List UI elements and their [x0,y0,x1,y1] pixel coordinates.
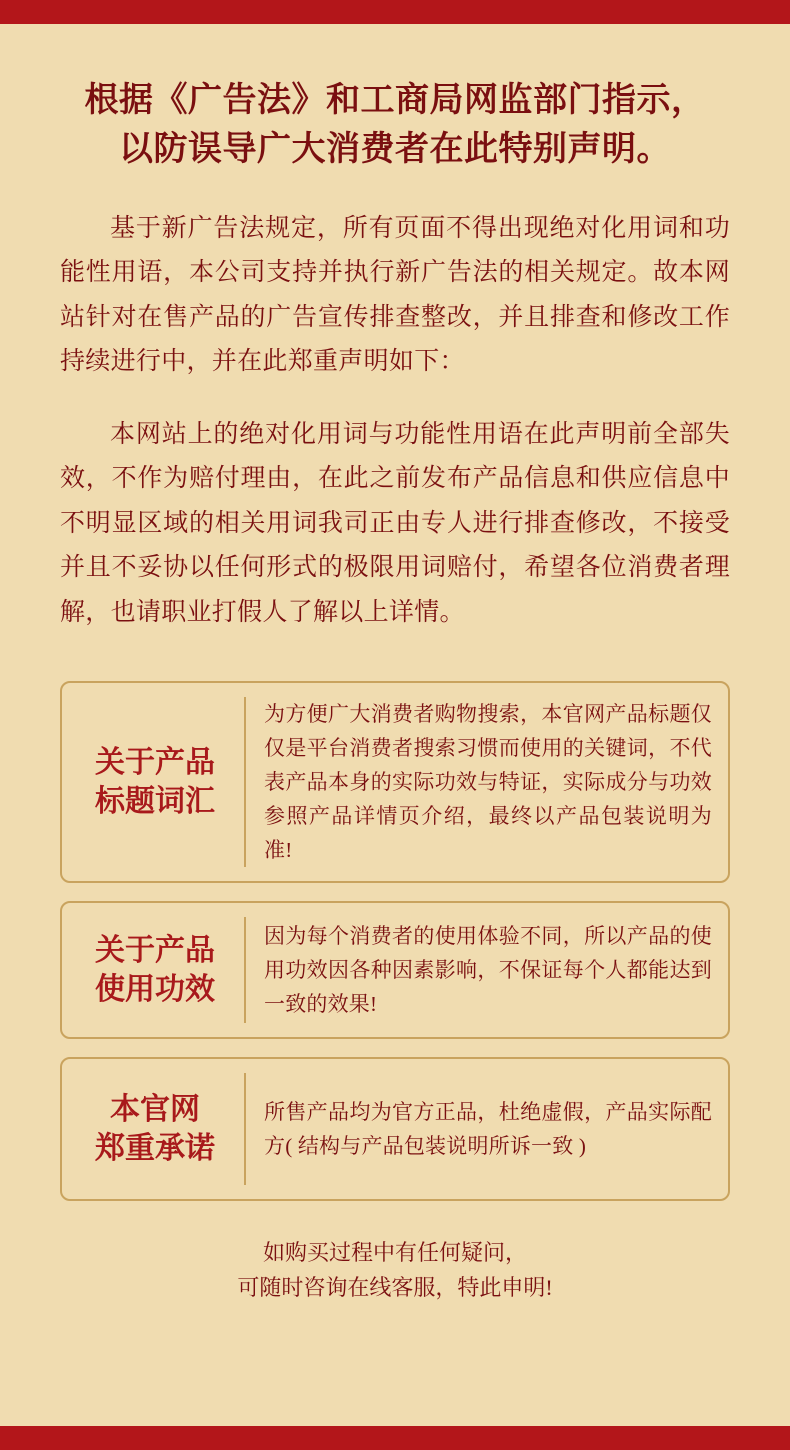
notice-card-title-line-1: 本官网 [110,1092,200,1126]
bottom-red-band [0,1426,790,1450]
notice-card-title [78,697,246,867]
notice-card-title-line-2: 标题词汇 [95,785,215,819]
notice-card-title-line-1: 关于产品 [95,933,215,967]
statement-paragraph-2: 本网站上的绝对化用词与功能性用语在此声明前全部失效，不作为赔付理由，在此之前发布产品信息和供应信息中不明显区域的相关用词我司正由专人进行排查修改，不接受并且不妥协以任何形式的极限用词赔付，希望各位消费者理解，也请职业打假人了解以上详情。 [60,420,730,626]
page-title-line-1: 根据《广告法》和工商局网监部门指示， [84,82,706,119]
notice-card-official-promise [60,1057,730,1201]
notice-card-product-title [60,681,730,883]
notice-card-title [78,1073,246,1185]
notice-card-title-line-1: 关于产品 [95,745,215,779]
content-panel [0,24,790,1426]
notice-card-product-effect [60,901,730,1039]
footer-note-line-1: 如购买过程中有任何疑问， [262,1240,527,1266]
statement-paragraph-1: 基于新广告法规定，所有页面不得出现绝对化用词和功能性用语，本公司支持并执行新广告法的相关规定。故本网站针对在售产品的广告宣传排查整改，并且排查和修改工作持续进行中，并在此郑重声明如下： [60,214,730,376]
notice-card-title-line-2: 使用功效 [95,973,215,1007]
page-title [60,24,730,175]
notice-card-title [78,917,246,1023]
notice-card-body: 所售产品均为官方正品，杜绝虚假，产品实际配方( 结构与产品包装说明所诉一致 ) [264,1100,712,1159]
notice-card-body: 因为每个消费者的使用体验不同，所以产品的使用功效因各种因素影响，不保证每个人都能达到一致的效果! [264,924,712,1017]
footer-note [60,1235,730,1305]
footer-note-line-2: 可随时咨询在线客服，特此申明! [237,1275,553,1301]
notice-card-title-line-2: 郑重承诺 [95,1132,215,1166]
top-red-band [0,0,790,24]
page-title-line-2: 以防误导广大消费者在此特别声明。 [119,131,671,169]
notice-card-body: 为方便广大消费者购物搜索，本官网产品标题仅仅是平台消费者搜索习惯而使用的关键词，不代表产品本身的实际功效与特证，实际成分与功效参照产品详情页介绍，最终以产品包装说明为准! [264,702,712,863]
notice-card-list [60,681,730,1201]
